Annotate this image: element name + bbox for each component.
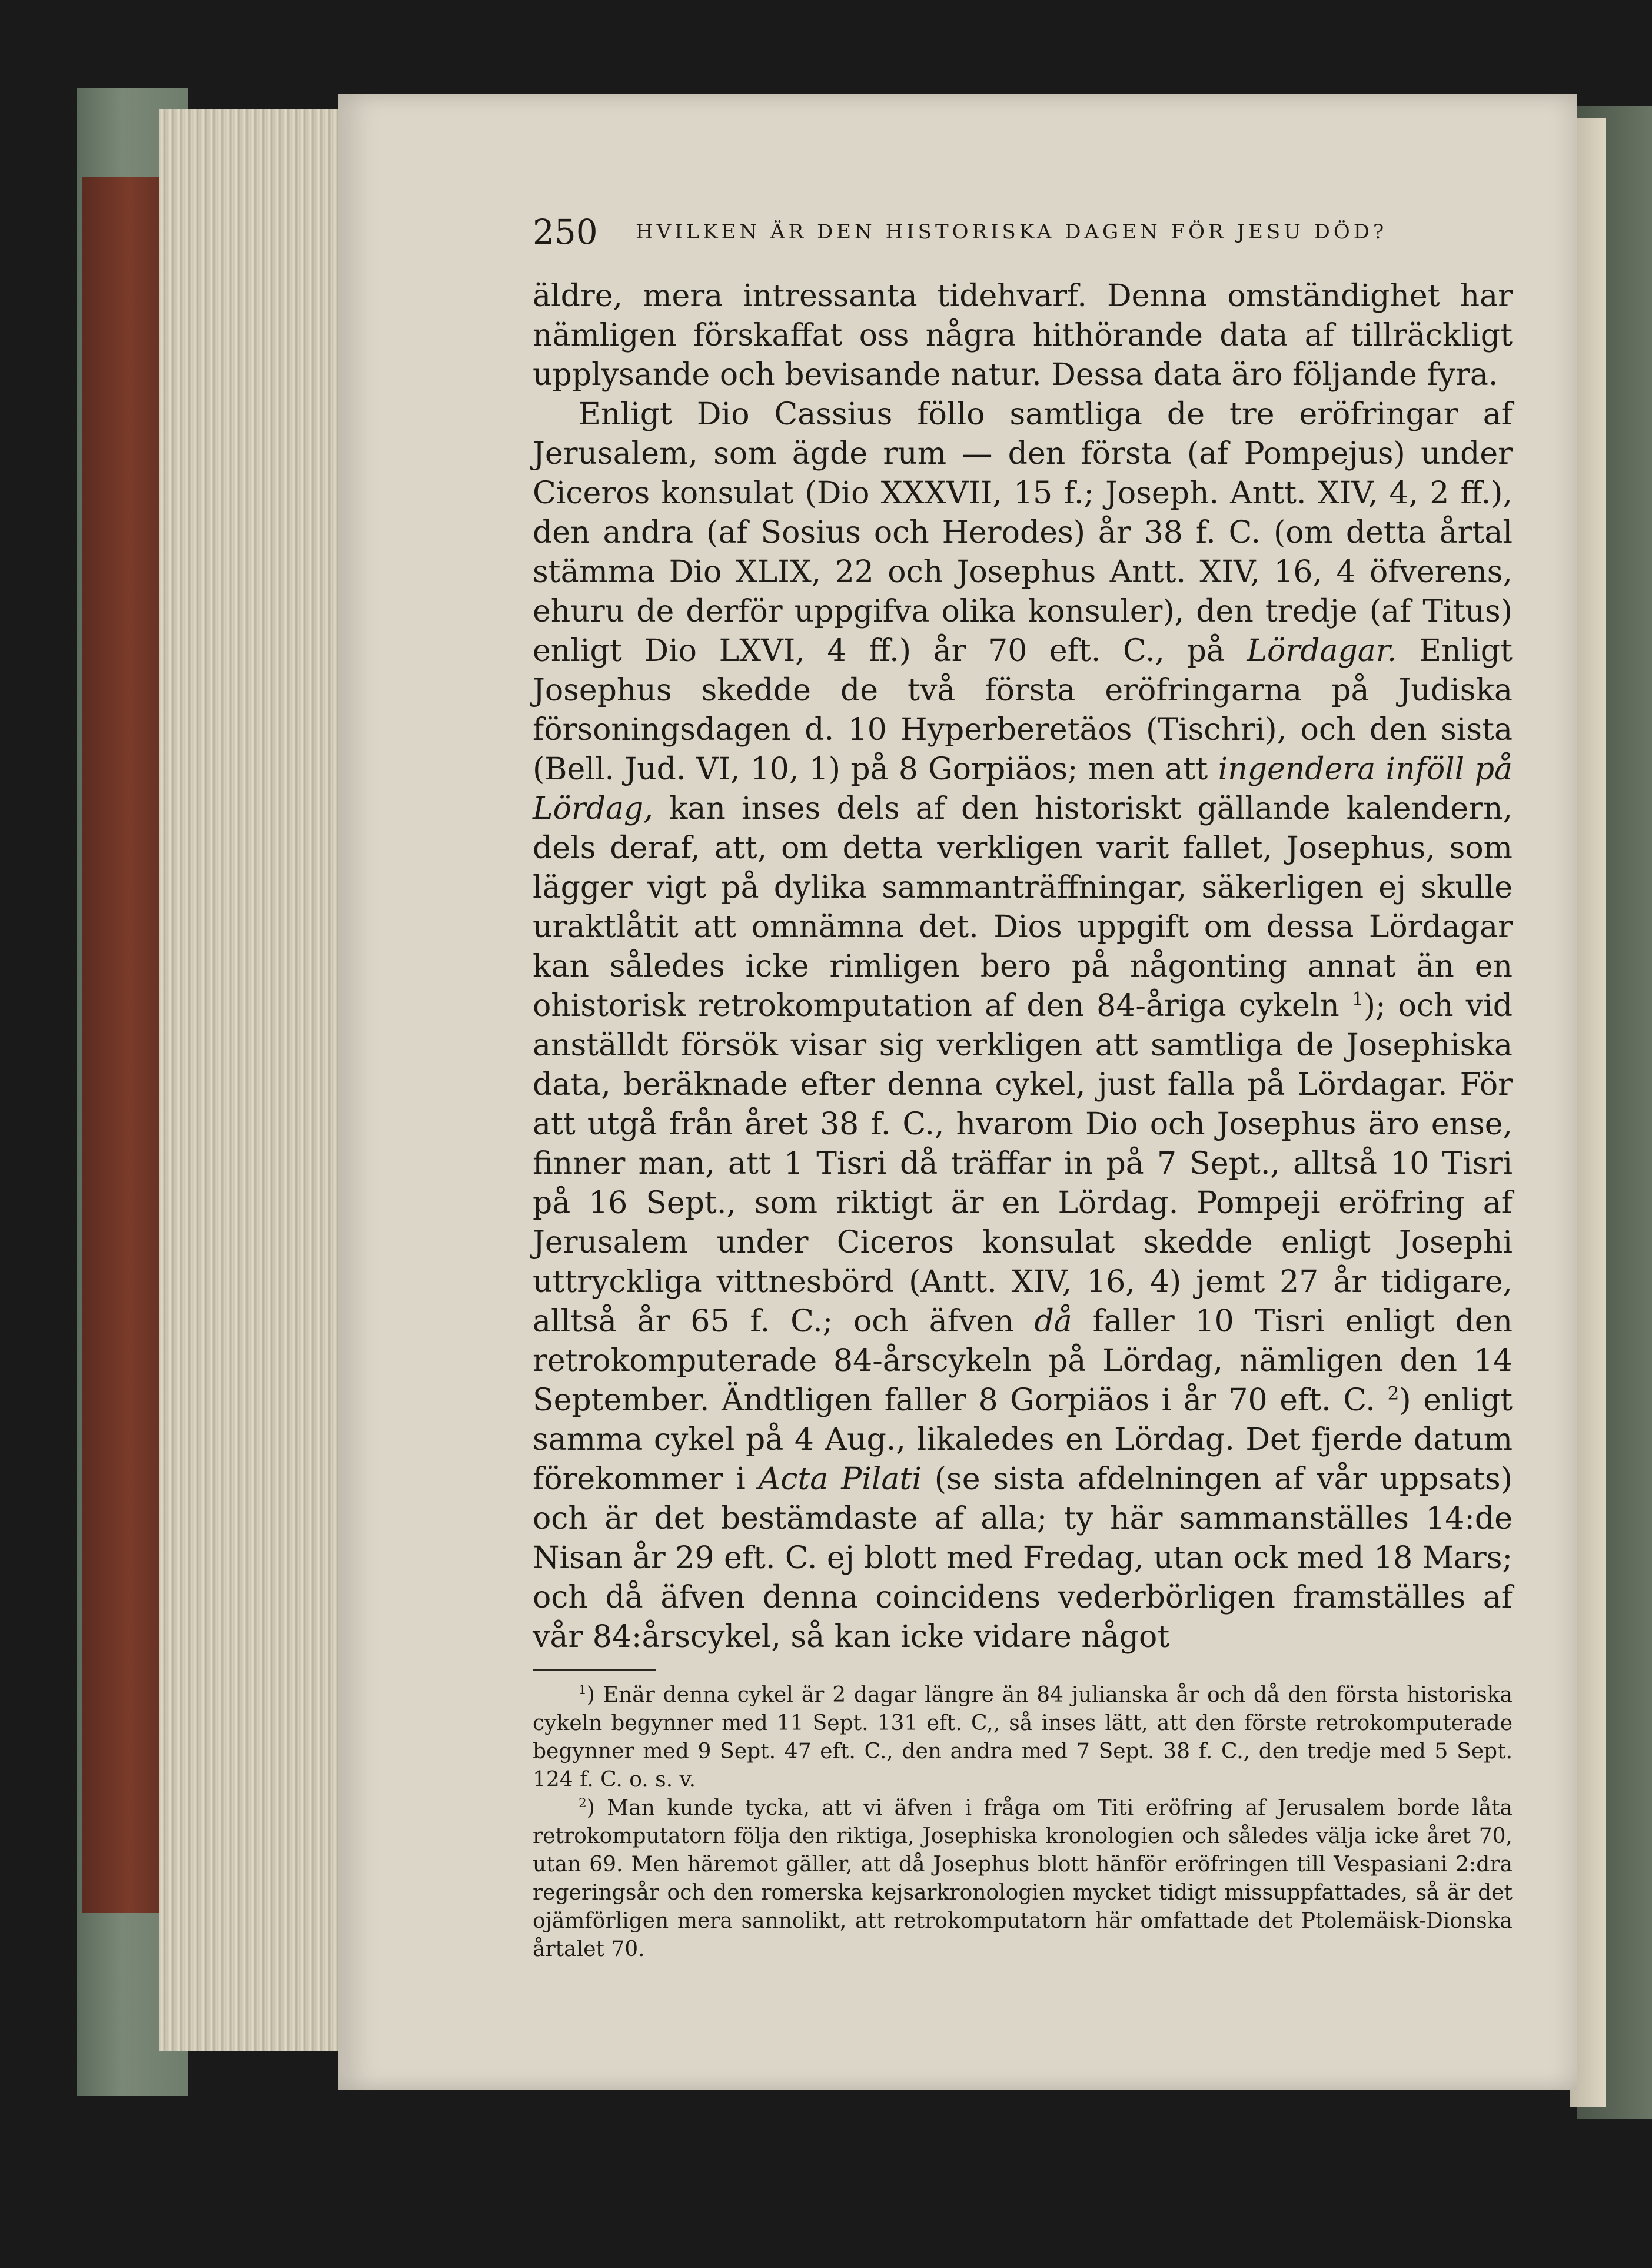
footnote-1-mark: 1 (579, 1683, 587, 1698)
footnote-1-text: ) Enär denna cykel är 2 dagar längre än 84 julianska år och då den första historiska cykeln begynner med 11 Sept. 131 eft. C,, så inses lätt, att den förste retrokomputerade begynner med 9 Sept. 47 eft. C., den andra med 7 Sept. 38 f. C., den tredje med 5 Sept. 124 f. C. o. s. v. (533, 1683, 1513, 1792)
page-header (533, 212, 1513, 277)
paragraph-2 (533, 395, 1513, 1657)
p2-text-1: Enligt Dio Cassius föllo samtliga de tre eröfringar af Jerusalem, som ägde rum — den första (af Pompejus) under Ciceros konsulat (Dio XXXVII, 15 f.; Joseph. Antt. XIV, 4, 2 ff.), den andra (af Sosius och Herodes) år 38 f. C. (om detta årtal stämma Dio XLIX, 22 och Josephus Antt. XIV, 16, 4 öfverens, ehuru de derför uppgifva olika konsuler), den tredje (af Titus) enligt Dio LXVI, 4 ff.) år 70 eft. C., på (533, 397, 1513, 669)
p2-italic-ingendera: ingendera inföll på Lördag, (533, 752, 1513, 826)
page-content (533, 212, 1513, 1964)
page-number: 250 (533, 212, 598, 252)
p2-italic-lordagar: Lördagar. (1247, 633, 1397, 669)
running-title: HVILKEN ÄR DEN HISTORISKA DAGEN FÖR JESU DÖD? (636, 220, 1388, 244)
p2-text-3: kan inses dels af den historiskt gällande kalendern, dels deraf, att, om detta verkligen varit fallet, Josephus, som lägger vigt på dylika sammanträffningar, säkerligen ej skulle uraktlåtit att omnämna det. Dios uppgift om dessa Lördagar kan således icke rimligen bero på någonting annat än en ohistorisk retrokomputation af den 84-åriga cykeln (533, 791, 1513, 1024)
body-text (533, 277, 1513, 1657)
book-page (338, 94, 1577, 2090)
paragraph-1: äldre, mera intressanta tidehvarf. Denna omständighet har nämligen förskaffat oss några hithörande data af tillräckligt upplysande och bevisande natur. Dessa data äro följande fyra. (533, 278, 1513, 393)
footnote-2-text: ) Man kunde tycka, att vi äfven i fråga om Titi eröfring af Jerusalem borde låta retrokomputatorn följa den riktiga, Josephiska kronologien och således välja icke året 70, utan 69. Men häremot gäller, att då Josephus blott hänför eröfringen till Vespasiani 2:dra regeringsår och den romerska kejsarkronologien mycket tidigt missuppfattades, så är det ojämförligen mera sannolikt, att retrokomputatorn här omfattade det Ptolemäisk-Dionska årtalet 70. (533, 1796, 1513, 1961)
p2-text-7: (se sista afdelningen af vår uppsats) och är det bestämdaste af alla; ty här sammanställes 14:de Nisan år 29 eft. C. ej blott med Fredag, utan ock med 18 Mars; och då äfven denna coincidens vederbörligen framställes af vår 84:årscykel, så kan icke vidare något (533, 1462, 1513, 1655)
footnote-ref-2: 2 (1387, 1383, 1400, 1404)
p2-text-4: ); och vid anställdt försök visar sig verkligen att samtliga de Josephiska data, beräknade efter denna cykel, just falla på Lördagar. För att utgå från året 38 f. C., hvarom Dio och Josephus äro ense, finner man, att 1 Tisri då träffar in på 7 Sept., alltså 10 Tisri på 16 Sept., som riktigt är en Lördag. Pompeji eröfring af Jerusalem under Ciceros konsulat skedde enligt Josephi uttryckliga vittnesbörd (Antt. XIV, 16, 4) jemt 27 år tidigare, alltså år 65 f. C.; och äfven (533, 988, 1513, 1339)
p2-italic-acta-pilati: Acta Pilati (758, 1462, 922, 1497)
footnote-2-mark: 2 (579, 1796, 587, 1811)
footnote-2 (533, 1794, 1513, 1964)
page-edges (159, 109, 341, 2051)
p2-text-5: faller 10 Tisri enligt den retrokomputerade 84-årscykeln på Lördag, nämligen den 14 September. Ändtligen faller 8 Gorpiäos i år 70 eft. C. (533, 1304, 1513, 1418)
footnotes (533, 1681, 1513, 1964)
footnote-1 (533, 1681, 1513, 1794)
p2-italic-da: då (1034, 1304, 1072, 1339)
footnote-ref-1: 1 (1351, 988, 1364, 1010)
footnote-separator (533, 1669, 656, 1671)
p2-text-6: ) enligt samma cykel på 4 Aug., likaledes en Lördag. Det fjerde datum förekommer i (533, 1383, 1513, 1497)
p2-text-2: Enligt Josephus skedde de två första eröfringarna på Judiska försoningsdagen d. 10 Hyperberetäos (Tischri), och den sista (Bell. Jud. VI, 10, 1) på 8 Gorpiäos; men att (533, 633, 1513, 787)
